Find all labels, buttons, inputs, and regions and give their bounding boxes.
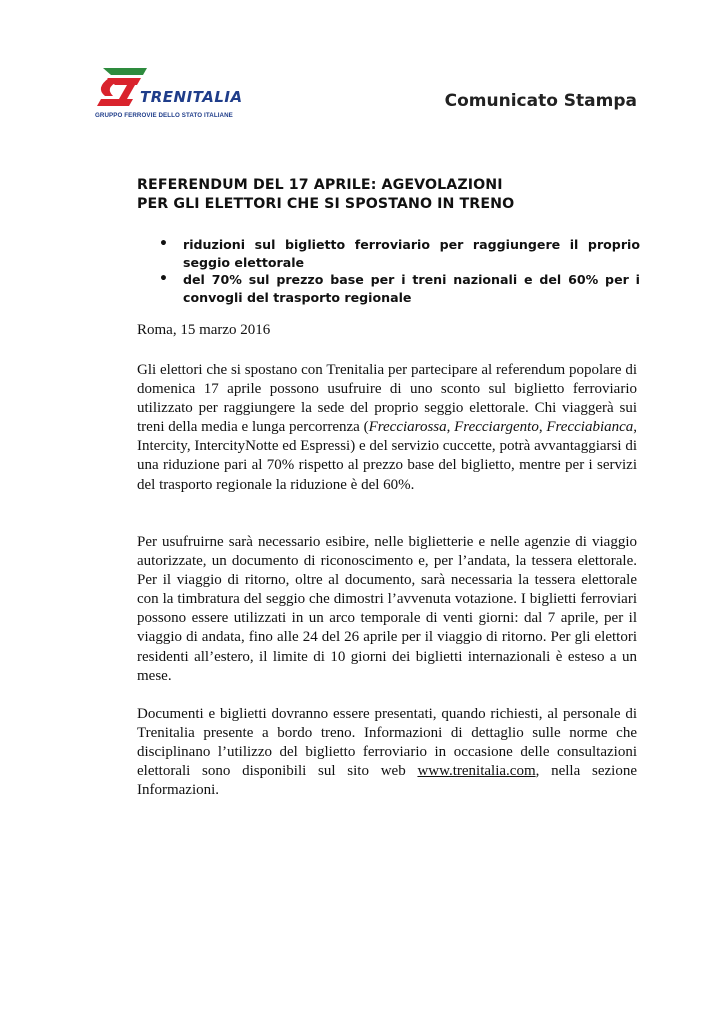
paragraph-2: Per usufruirne sarà necessario esibire, nelle biglietterie e nelle agenzie di viaggio autorizzate, un documento di riconoscimento e, per l’andata, la tessera elettorale. Per il viaggio di ritorno, oltre al documento, sarà necessaria la tessera elettorale con la timbratura del seggio che dimostri l’avvenuta votazione. I biglietti ferroviari possono essere utilizzati in un arco temporale di venti giorni: dal 7 aprile, per il viaggio di andata, fino alle 24 del 26 aprile per il viaggio di ritorno. Per gli elettori residenti all’estero, il limite di 10 giorni dei biglietti internazionali è esteso a un mese. — [137, 534, 637, 684]
document-type: Comunicato Stampa — [444, 91, 637, 111]
paragraph-1: Gli elettori che si spostano con Trenitalia per partecipare al referendum popolare di domenica 17 aprile possono usufruire di uno sconto sul biglietto ferroviario utilizzato per raggiungere la sede del proprio seggio elettorale. Chi viaggerà sui treni della media e lunga percorrenza (Frecciarossa, Frecciargento, Frecciabianca, Intercity, IntercityNotte ed Espressi) e del servizio cuccette, potrà avvantaggiarsi di una riduzione pari al 70% rispetto al prezzo base del biglietto, mentre per i servizi del trasporto regionale la riduzione è del 60%. — [137, 362, 638, 493]
paragraph-3: Documenti e biglietti dovranno essere presentati, quando richiesti, al personale di Trenitalia presente a bordo treno. Informazioni di dettaglio sulle norme che disciplinano l’utilizzo del biglietto ferroviario in occasione delle consultazioni elettorali sono disponibili sul sito web www.trenitalia.com, nella sezione Informazioni. — [137, 706, 637, 799]
website-link[interactable]: www.trenitalia.com — [417, 763, 536, 780]
headline-line-2: PER GLI ELETTORI CHE SI SPOSTANO IN TRENO — [137, 196, 515, 212]
date-line: Roma, 15 marzo 2016 — [137, 322, 271, 338]
bullet-icon: • — [159, 236, 168, 252]
brand-subtitle: GRUPPO FERROVIE DELLO STATO ITALIANE — [95, 112, 233, 119]
bullet-icon: • — [159, 271, 168, 287]
bullet-list — [137, 236, 640, 306]
headline — [137, 176, 617, 214]
brand-name: TRENITALIA — [140, 88, 243, 106]
bullet-item: • del 70% sul prezzo base per i treni nazionali e del 60% per i convogli del trasporto regionale — [159, 271, 640, 305]
headline-line-1: REFERENDUM DEL 17 APRILE: AGEVOLAZIONI — [137, 177, 503, 193]
bullet-item: • riduzioni sul biglietto ferroviario per raggiungere il proprio seggio elettorale — [159, 236, 640, 270]
